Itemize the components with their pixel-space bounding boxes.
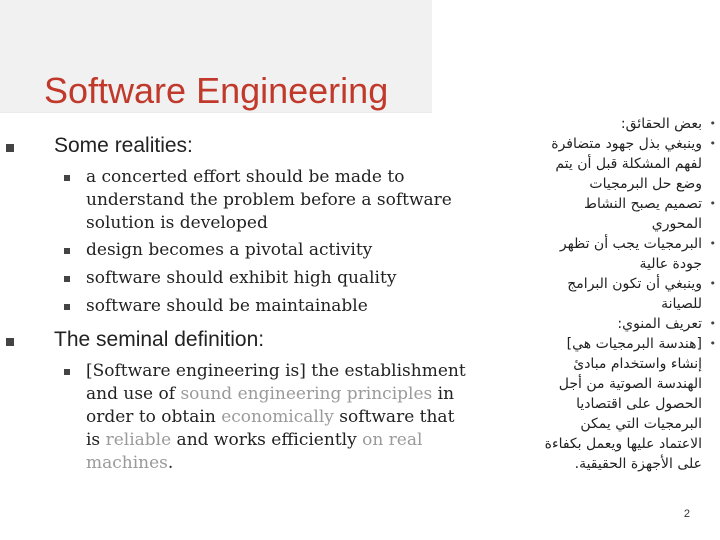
definition-part: in order to obtain bbox=[86, 384, 455, 427]
square-bullet-icon bbox=[64, 304, 70, 310]
arabic-line bbox=[472, 434, 702, 454]
arabic-text: البرمجيات يجب أن تظهر bbox=[559, 236, 702, 252]
arabic-line bbox=[472, 334, 716, 354]
round-bullet-icon: • bbox=[709, 137, 716, 150]
reality-text: a concerted effort should be made to understand the problem before a software solution is developed bbox=[86, 167, 452, 233]
arabic-line bbox=[472, 314, 716, 334]
definition-highlight: on real machines bbox=[86, 430, 423, 473]
arabic-line bbox=[472, 234, 716, 254]
arabic-text: المحوري bbox=[651, 216, 702, 232]
round-bullet-icon: • bbox=[709, 317, 716, 330]
round-bullet-icon: • bbox=[709, 197, 716, 210]
square-bullet-icon bbox=[64, 248, 70, 254]
definition-highlight: reliable bbox=[105, 430, 172, 450]
arabic-line bbox=[472, 354, 702, 374]
arabic-line bbox=[472, 114, 716, 134]
definition-highlight: sound engineering principles bbox=[180, 384, 433, 404]
arabic-text: بعض الحقائق: bbox=[620, 116, 702, 132]
arabic-text: وينبغي أن تكون البرامج bbox=[567, 276, 702, 292]
square-bullet-icon bbox=[64, 276, 70, 282]
definition-highlight: economically bbox=[221, 407, 334, 427]
arabic-content bbox=[472, 114, 716, 474]
reality-item bbox=[86, 295, 466, 318]
arabic-text: إنشاء واستخدام مبادئ bbox=[573, 356, 702, 372]
realities-heading: Some realities: bbox=[54, 134, 193, 157]
arabic-text: البرمجيات التي يمكن bbox=[580, 416, 702, 432]
definition-part: [Software engineering is] the establishment and use of bbox=[86, 361, 466, 404]
reality-text: design becomes a pivotal activity bbox=[86, 240, 373, 260]
arabic-text: وضع حل البرمجيات bbox=[589, 176, 702, 192]
arabic-line bbox=[472, 154, 702, 174]
round-bullet-icon: • bbox=[709, 117, 716, 130]
arabic-line bbox=[472, 374, 702, 394]
definition-text bbox=[86, 361, 466, 473]
arabic-line bbox=[472, 174, 702, 194]
definition-part: and works efficiently bbox=[171, 430, 363, 450]
round-bullet-icon: • bbox=[709, 277, 716, 290]
definition-part: . bbox=[167, 453, 174, 473]
definition-part: software that is bbox=[86, 407, 455, 450]
page-number: 2 bbox=[683, 508, 690, 520]
arabic-line bbox=[472, 274, 716, 294]
arabic-line bbox=[472, 134, 716, 154]
arabic-text: على الأجهزة الحقيقية. bbox=[574, 456, 702, 472]
arabic-text: تعريف المنوي: bbox=[617, 316, 702, 332]
definition-item bbox=[86, 360, 466, 475]
arabic-text: الهندسة الصوتية من أجل bbox=[558, 376, 702, 392]
arabic-line bbox=[472, 454, 702, 474]
arabic-line bbox=[472, 394, 702, 414]
arabic-text: للصيانة bbox=[661, 296, 702, 312]
arabic-text: الحصول على اقتصاديا bbox=[576, 396, 702, 412]
round-bullet-icon: • bbox=[709, 337, 716, 350]
arabic-text: تصميم يصبح النشاط bbox=[584, 196, 702, 212]
arabic-text: لفهم المشكلة قبل أن يتم bbox=[555, 156, 702, 172]
definition-heading: The seminal definition: bbox=[54, 328, 265, 351]
arabic-text: الاعتماد عليها ويعمل بكفاءة bbox=[544, 436, 702, 452]
reality-item bbox=[86, 267, 466, 290]
slide-title: Software Engineering bbox=[44, 70, 389, 111]
arabic-line bbox=[472, 294, 702, 314]
arabic-line bbox=[472, 214, 702, 234]
arabic-line bbox=[472, 254, 702, 274]
reality-text: software should be maintainable bbox=[86, 296, 368, 316]
square-bullet-icon bbox=[64, 369, 70, 375]
arabic-text: وينبغي بذل جهود متضافرة bbox=[551, 136, 702, 152]
arabic-line bbox=[472, 414, 702, 434]
arabic-text: جودة عالية bbox=[639, 256, 702, 272]
reality-item bbox=[86, 239, 466, 262]
arabic-line bbox=[472, 194, 716, 214]
square-bullet-icon bbox=[6, 144, 14, 152]
arabic-text: [هندسة البرمجيات هي] bbox=[566, 336, 702, 352]
round-bullet-icon: • bbox=[709, 237, 716, 250]
reality-text: software should exhibit high quality bbox=[86, 268, 397, 288]
reality-item bbox=[86, 166, 466, 235]
square-bullet-icon bbox=[64, 175, 70, 181]
square-bullet-icon bbox=[6, 338, 14, 346]
